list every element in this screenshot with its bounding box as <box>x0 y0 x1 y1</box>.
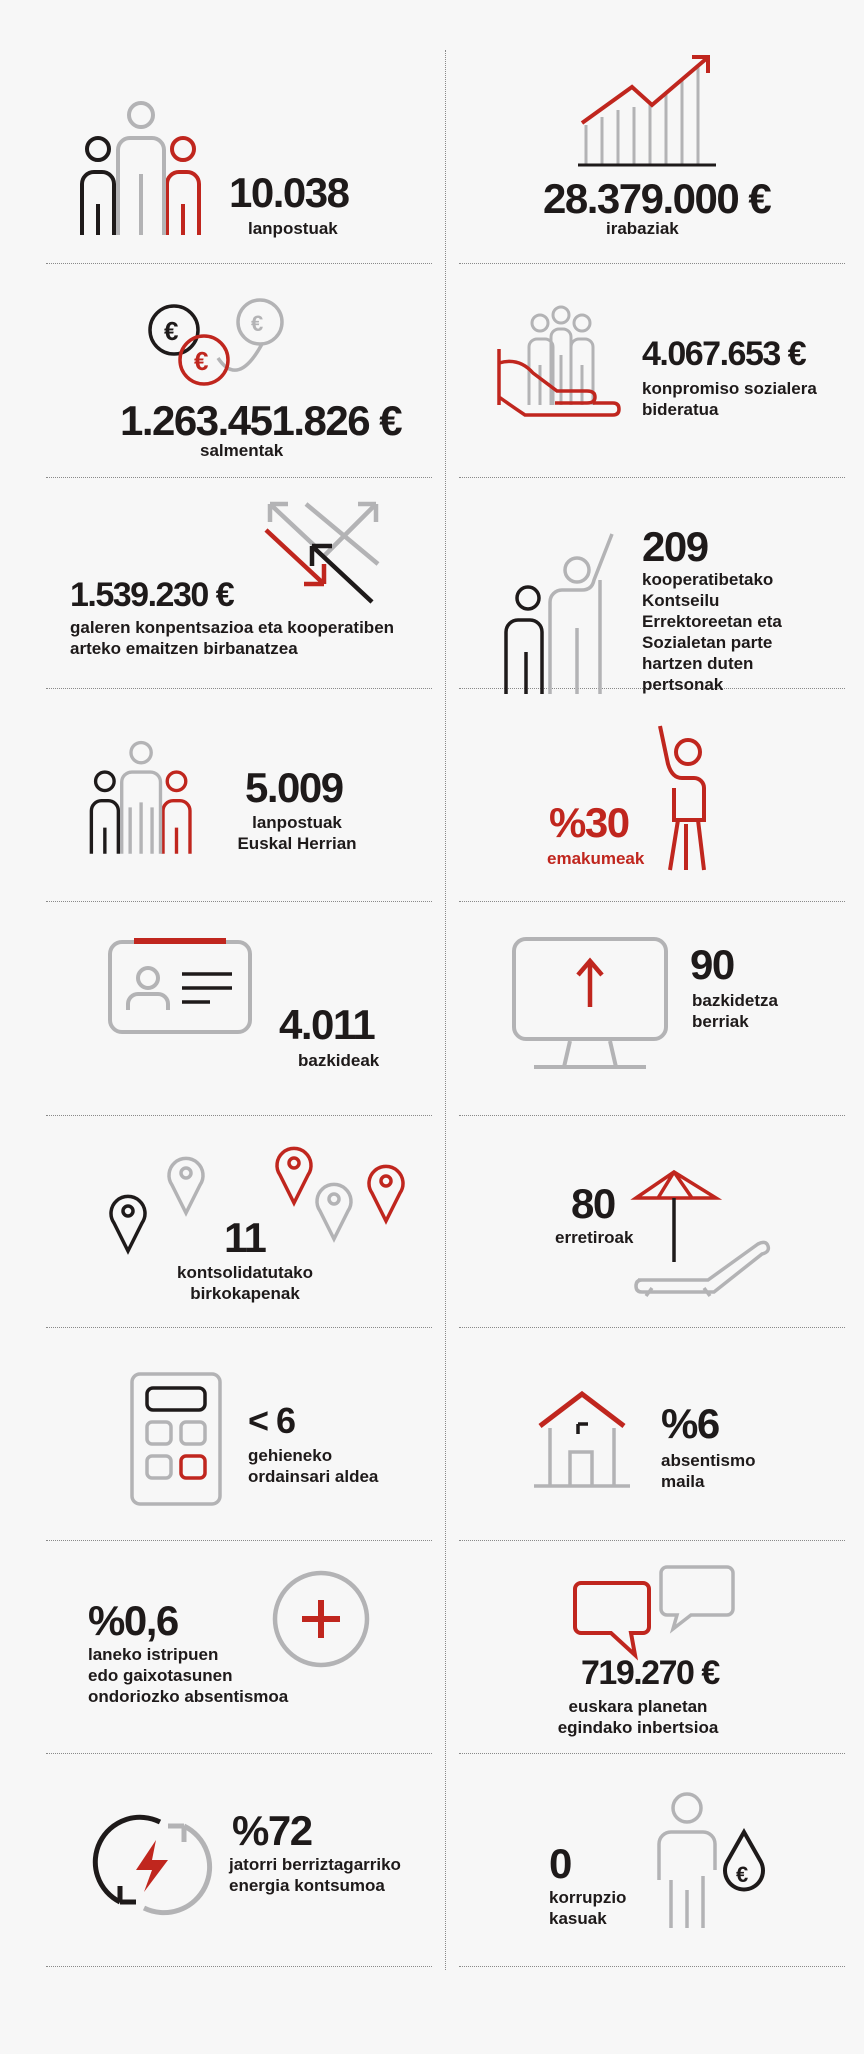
jobs-value: 10.038 <box>229 169 349 216</box>
corruption-value: 0 <box>549 1840 571 1887</box>
row-divider <box>459 1115 845 1116</box>
profits-label: irabaziak <box>606 219 679 238</box>
retirees-label: erretiroak <box>555 1228 634 1247</box>
row-divider <box>46 1540 432 1541</box>
row-divider <box>46 1753 432 1754</box>
id-card-icon <box>108 938 252 1034</box>
row-divider <box>46 688 432 689</box>
people-group-icon <box>88 740 206 858</box>
row-divider <box>46 901 432 902</box>
new-members-label: bazkidetza berriak <box>692 991 778 1031</box>
growth-chart-icon <box>576 55 716 165</box>
social-value: 4.067.653 € <box>642 335 806 373</box>
jobs-label: lanpostuak <box>248 219 338 238</box>
council-value: 209 <box>642 523 708 570</box>
row-divider <box>459 1540 845 1541</box>
calculator-icon <box>130 1372 224 1506</box>
hand-people-icon <box>495 305 620 430</box>
row-divider <box>46 477 432 478</box>
absenteeism-value: %6 <box>661 1400 719 1447</box>
row-divider <box>46 263 432 264</box>
svg-text:€: € <box>736 1862 749 1887</box>
row-divider <box>459 1966 845 1967</box>
social-label: konpromiso sozialera bideratua <box>642 379 817 419</box>
corruption-label: korrupzio kasuak <box>549 1888 627 1928</box>
women-label: emakumeak <box>547 849 645 868</box>
row-divider <box>46 1115 432 1116</box>
sales-label: salmentak <box>200 441 284 460</box>
speech-bubbles-icon <box>573 1563 735 1661</box>
council-label: kooperatibetako Kontseilu Errektoreetan eta Sozialetan parte hartzen duten pertsonak <box>642 570 782 694</box>
euro-coins-icon <box>148 298 288 390</box>
salary-value: < 6 <box>248 1400 295 1441</box>
woman-raising-hand-icon <box>648 724 718 874</box>
relocations-label: kontsolidatutako birkokapenak <box>176 1263 313 1303</box>
person-euro-drop-icon <box>655 1790 775 1930</box>
new-members-value: 90 <box>690 941 734 988</box>
people-group-icon <box>78 100 218 240</box>
profits-value: 28.379.000 € <box>543 175 771 222</box>
svg-text:€: € <box>164 316 179 346</box>
row-divider <box>459 263 845 264</box>
row-divider <box>459 1327 845 1328</box>
compensation-value: 1.539.230 € <box>70 576 234 614</box>
raising-hand-people-icon <box>502 532 622 697</box>
basque-label: euskara planetan egindako inbertsioa <box>557 1697 719 1737</box>
row-divider <box>46 1327 432 1328</box>
energy-value: %72 <box>232 1807 312 1854</box>
compensation-label: galeren konpentsazioa eta kooperatiben arteko emaitzen birbanatzea <box>70 618 395 658</box>
svg-text:€: € <box>251 311 264 336</box>
accidents-value: %0,6 <box>88 1597 178 1644</box>
members-value: 4.011 <box>279 1001 375 1048</box>
absenteeism-label: absentismo maila <box>661 1451 756 1491</box>
accidents-label: laneko istripuen edo gaixotasunen ondoriozko absentismoa <box>88 1645 289 1706</box>
column-divider <box>445 50 446 1970</box>
row-divider <box>459 901 845 902</box>
salary-label: gehieneko ordainsari aldea <box>248 1446 379 1486</box>
energy-label: jatorri berriztagarriko energia kontsumoa <box>229 1855 401 1895</box>
sales-value: 1.263.451.826 € <box>120 397 402 444</box>
exchange-arrows-icon <box>262 500 382 610</box>
members-label: bazkideak <box>298 1051 380 1070</box>
basque-jobs-value: 5.009 <box>245 764 343 811</box>
retirees-value: 80 <box>571 1180 615 1227</box>
renewable-energy-icon <box>100 1812 204 1916</box>
beach-lounger-icon <box>634 1168 766 1296</box>
row-divider <box>46 1966 432 1967</box>
svg-text:€: € <box>194 346 209 376</box>
basque-jobs-label: lanpostuak Euskal Herrian <box>237 813 357 853</box>
relocations-value: 11 <box>224 1214 266 1261</box>
basque-value: 719.270 € <box>581 1654 719 1692</box>
row-divider <box>459 477 845 478</box>
house-icon <box>532 1390 632 1488</box>
women-value: %30 <box>549 799 629 846</box>
monitor-arrow-icon <box>510 937 670 1069</box>
row-divider <box>459 1753 845 1754</box>
